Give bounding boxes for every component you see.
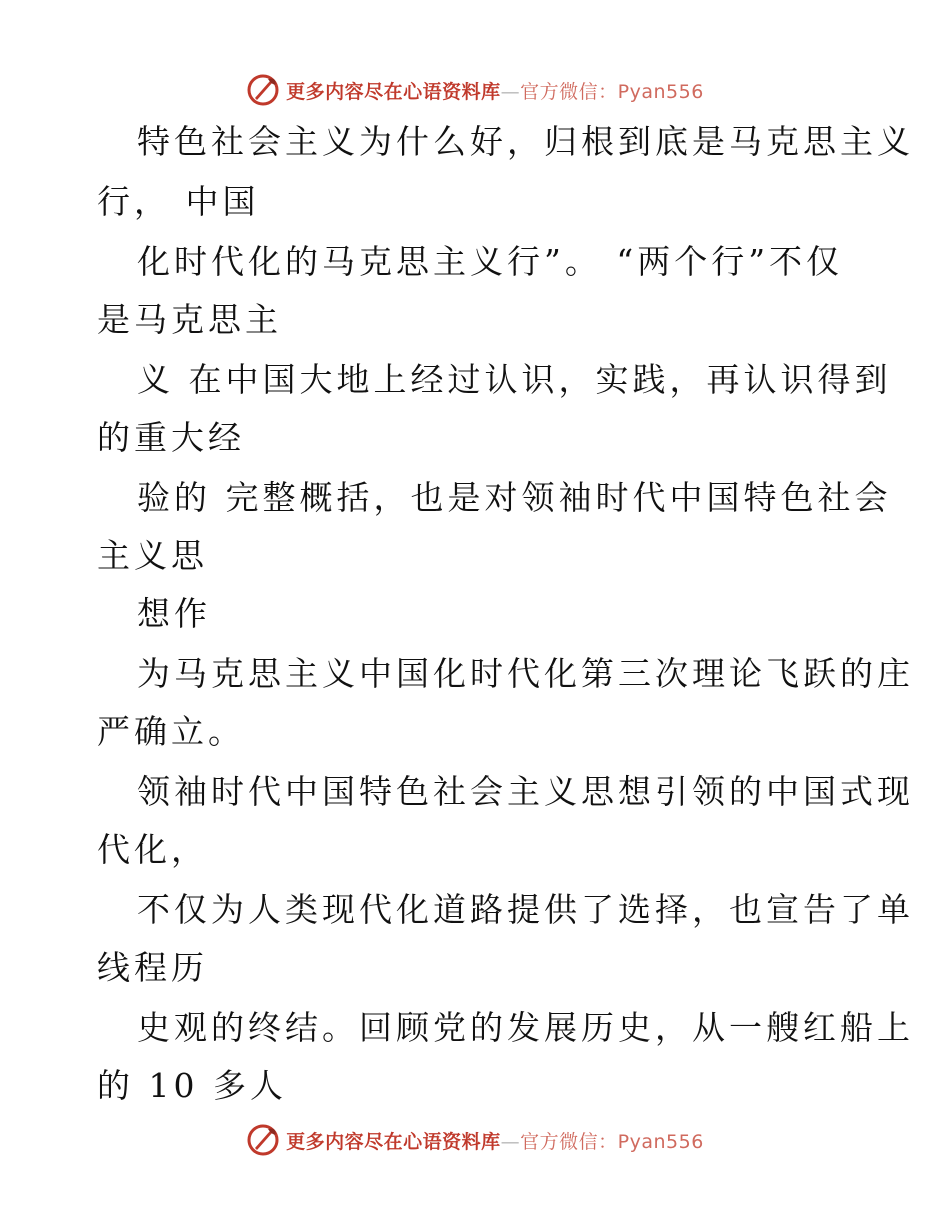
body-line: 的重大经	[97, 418, 245, 457]
body-line: 史观的终结。回顾党的发展历史，从一艘红船上	[137, 1008, 914, 1047]
body-line: 为马克思主义中国化时代化第三次理论飞跃的庄	[137, 654, 914, 693]
footer-banner	[0, 1120, 950, 1160]
header-banner-separator: —	[500, 80, 521, 103]
footer-banner-separator: —	[500, 1130, 521, 1153]
body-line: 的 10 多人	[97, 1066, 287, 1105]
body-line: 行， 中国	[97, 182, 260, 221]
body-line: 代化，	[97, 830, 208, 869]
header-banner	[0, 70, 950, 110]
body-line: 义 在中国大地上经过认识，实践，再认识得到	[137, 360, 892, 399]
body-line: 主义思	[97, 536, 208, 575]
body-line: 线程历	[97, 948, 208, 987]
body-line: 想作	[137, 594, 211, 633]
body-line: 领袖时代中国特色社会主义思想引领的中国式现	[137, 772, 914, 811]
footer-banner-wechat: 官方微信：Pyan556	[520, 1130, 704, 1153]
header-banner-main: 更多内容尽在心语资料库	[286, 80, 501, 103]
header-banner-text	[286, 77, 704, 104]
body-line: 验的 完整概括，也是对领袖时代中国特色社会	[137, 478, 892, 517]
body-line: 特色社会主义为什么好，归根到底是马克思主义	[137, 122, 914, 161]
body-line: 化时代化的马克思主义行”。 “两个行”不仅	[137, 242, 844, 281]
quill-pen-logo-icon	[246, 1123, 280, 1157]
body-line: 是马克思主	[97, 300, 282, 339]
footer-banner-text	[286, 1127, 704, 1154]
footer-banner-main: 更多内容尽在心语资料库	[286, 1130, 501, 1153]
quill-pen-logo-icon	[246, 73, 280, 107]
body-line: 不仅为人类现代化道路提供了选择，也宣告了单	[137, 890, 914, 929]
header-banner-wechat: 官方微信：Pyan556	[520, 80, 704, 103]
body-line: 严确立。	[97, 712, 245, 751]
